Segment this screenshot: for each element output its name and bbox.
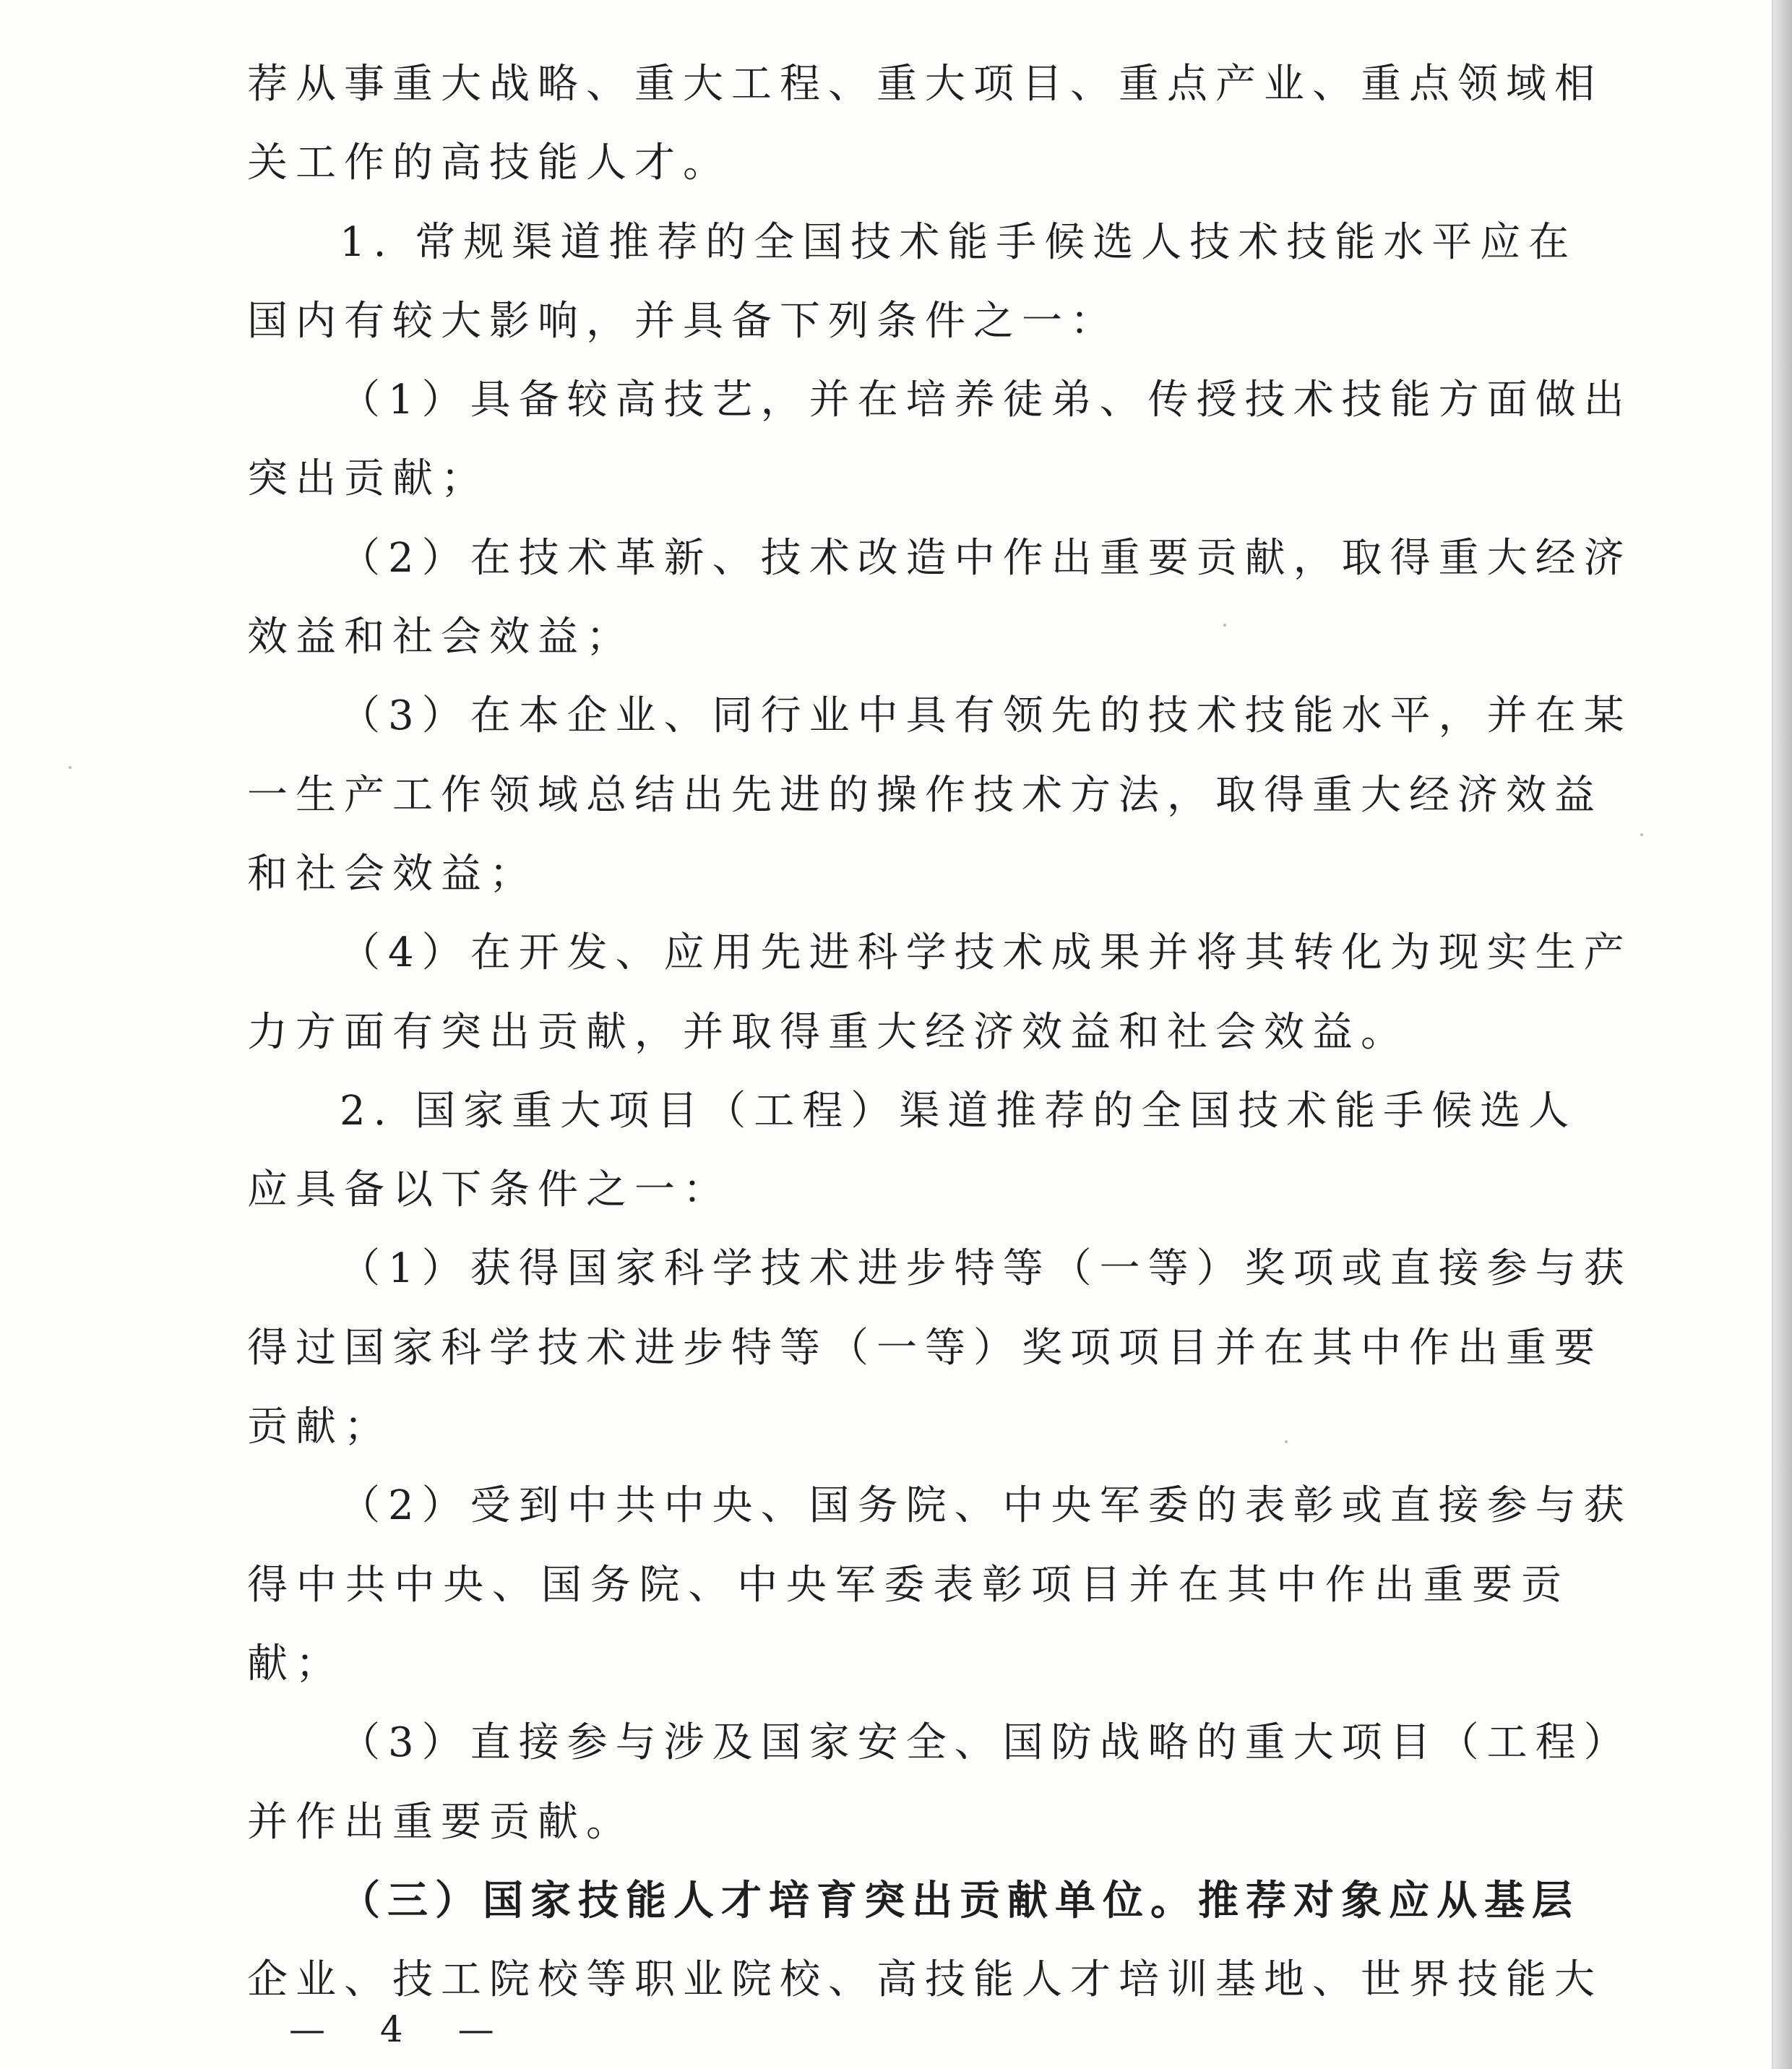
text-line: （2）在技术革新、技术改造中作出重要贡献，取得重大经济: [340, 534, 1632, 582]
text-line: （2）受到中共中央、国务院、中央军委的表彰或直接参与获: [340, 1482, 1632, 1530]
text-line: 荐从事重大战略、重大工程、重大项目、重点产业、重点领域相: [247, 61, 1603, 108]
text-line: 贡献；: [247, 1403, 392, 1451]
scan-speck: [1640, 833, 1643, 836]
document-body: [247, 45, 1632, 2019]
text-line: （3）直接参与涉及国家安全、国防战略的重大项目（工程）: [340, 1719, 1632, 1767]
page-number: — 4 —: [289, 2008, 516, 2050]
text-line: （4）在开发、应用先进科学技术成果并将其转化为现实生产: [340, 929, 1632, 977]
text-line: （3）在本企业、同行业中具有领先的技术技能水平，并在某: [340, 692, 1632, 740]
text-line: 企业、技工院校等职业院校、高技能人才培训基地、世界技能大: [247, 1956, 1603, 2004]
text-line: （1）获得国家科学技术进步特等（一等）奖项或直接参与获: [340, 1245, 1632, 1293]
scan-edge-shadow: [1773, 0, 1792, 2069]
text-line: 国内有较大影响，并具备下列条件之一：: [247, 297, 1119, 345]
text-line: 1. 常规渠道推荐的全国技术能手候选人技术技能水平应在: [340, 218, 1577, 266]
text-line: 2. 国家重大项目（工程）渠道推荐的全国技术能手候选人: [340, 1087, 1577, 1135]
text-line: 关工作的高技能人才。: [247, 139, 731, 187]
scan-speck: [1223, 624, 1226, 627]
text-line: 得过国家科学技术进步特等（一等）奖项项目并在其中作出重要: [247, 1324, 1603, 1372]
text-line: 突出贡献；: [247, 455, 489, 503]
scan-speck: [69, 766, 72, 769]
scan-speck: [1285, 1440, 1288, 1443]
text-line: 一生产工作领域总结出先进的操作技术方法，取得重大经济效益: [247, 771, 1603, 819]
text-line: 效益和社会效益；: [247, 614, 634, 661]
text-line: 力方面有突出贡献，并取得重大经济效益和社会效益。: [247, 1008, 1409, 1056]
text-line: 得中共中央、国务院、中央军委表彰项目并在其中作出重要贡: [247, 1561, 1569, 1609]
text-line: 献；: [247, 1640, 344, 1687]
text-line: 并作出重要贡献。: [247, 1798, 634, 1846]
text-line: 和社会效益；: [247, 850, 538, 898]
section-heading-line: （三）国家技能人才培育突出贡献单位。推荐对象应从基层: [340, 1877, 1580, 1924]
text-line: 应具备以下条件之一：: [247, 1166, 731, 1214]
text-line: （1）具备较高技艺，并在培养徒弟、传授技术技能方面做出: [340, 377, 1632, 424]
